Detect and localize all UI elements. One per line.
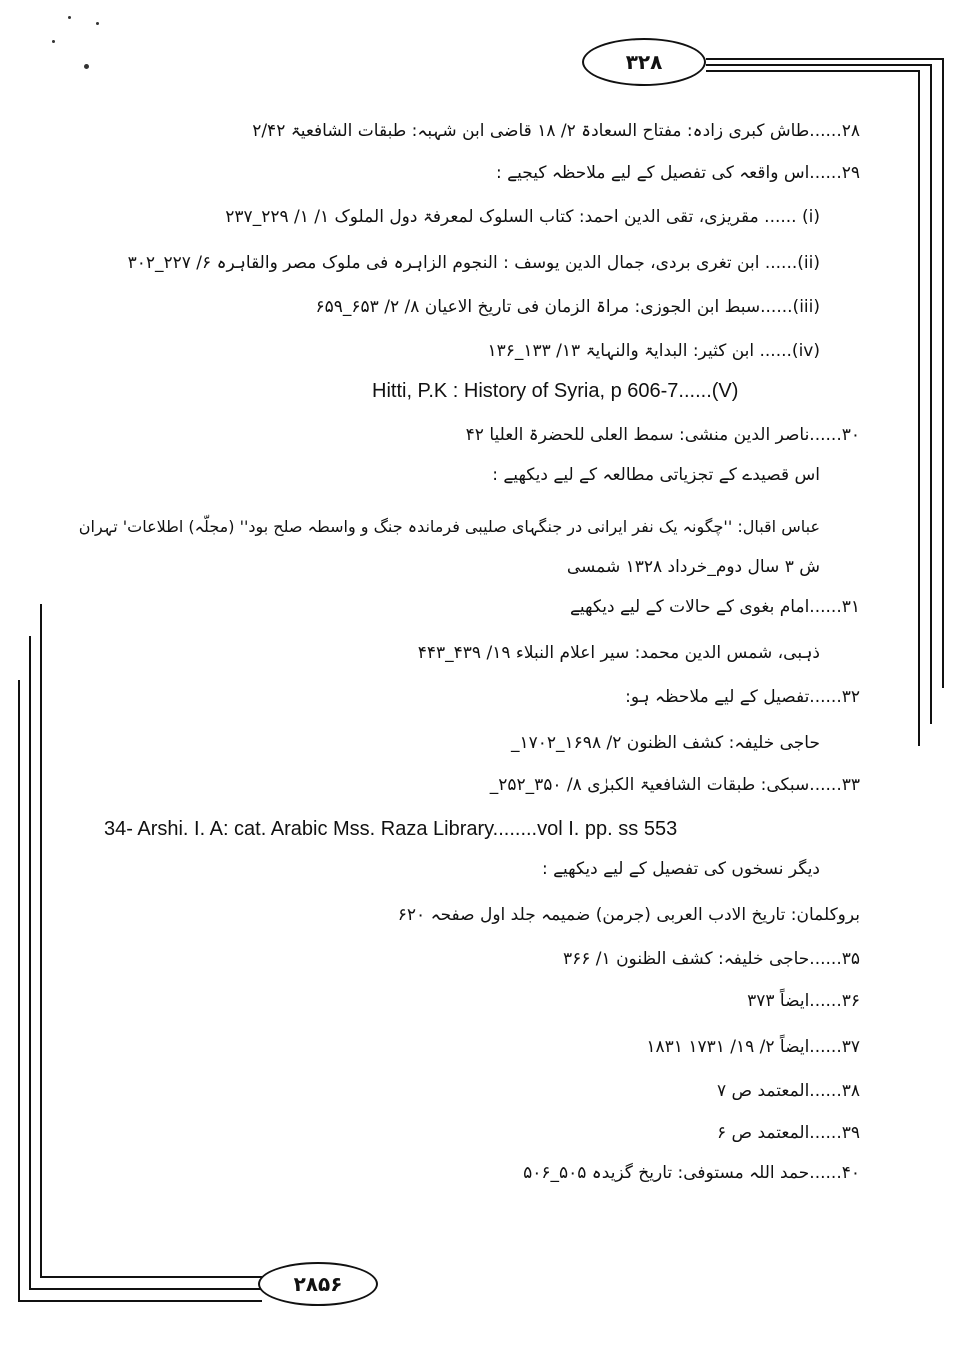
note-38: ۳۸......المعتمد ص ۷ xyxy=(716,1081,860,1101)
note-34-line-3: بروکلمان: تاریخ الادب العربی (جرمن) ضمیمہ جلد اول صفحہ ۶۲۰ xyxy=(397,905,860,925)
header-page-number: ۳۲۸ xyxy=(582,38,706,86)
scan-speck xyxy=(68,16,71,19)
scan-speck xyxy=(84,64,89,69)
left-frame-line-2 xyxy=(29,636,31,1288)
note-30-line-4: ش ۳ سال دوم_خرداد ۱۳۲۸ شمسی xyxy=(566,557,820,577)
note-39: ۳۹......المعتمد ص ۶ xyxy=(716,1123,860,1143)
scan-speck xyxy=(96,22,99,25)
note-29-iv: (iv)...... ابن کثیر: البدایۃ والنہایۃ ۱۳/ ۱۳۳_۱۳۶ xyxy=(487,341,820,361)
right-frame-line-3 xyxy=(918,70,920,746)
note-28: ۲۸......طاش کبری زادہ: مفتاح السعادۃ ۲/ ۱۸ قاضی ابن شہبہ: طبقات الشافعیۃ ۲/۴۲ xyxy=(252,121,860,141)
note-31: ۳۱......امام بغوی کے حالات کے لیے دیکھیے xyxy=(569,597,860,617)
note-32-line-2: حاجی خلیفہ: کشف الظنون ۲/ ۱۶۹۸_۱۷۰۲_ xyxy=(511,733,820,753)
right-frame-line-2 xyxy=(930,64,932,724)
note-36: ۳۶......ایضاً ۳۷۳ xyxy=(747,991,860,1011)
note-34: 34- Arshi. I. A: cat. Arabic Mss. Raza Library........vol I. pp. ss 553 xyxy=(104,818,678,840)
top-frame-line-2 xyxy=(706,64,932,66)
note-30: ۳۰......ناصر الدین منشی: سمط العلی للحضرۃ العلیا ۴۲ xyxy=(465,425,860,445)
note-29-ii: (ii)...... ابن تغری بردی، جمال الدین یوسف : النجوم الزاہرہ فی ملوک مصر والقاہرہ ۶/ ۲۲۷_۳۰۲ xyxy=(127,253,820,273)
note-37: ۳۷......ایضاً ۲/ ۱۹/ ۱۷۳۱ ۱۸۳۱ xyxy=(646,1037,860,1057)
note-30-line-3: عباس اقبال: ''چگونہ یک نفر ایرانی در جنگہای صلیبی فرماندہ جنگ و واسطہ صلح بود'' (مجلّہ) اطلاعات' تہران xyxy=(78,517,820,536)
note-29-iii: (iii)......سبط ابن الجوزی: مراۃ الزمان فی تاریخ الاعیان ۸/ ۲/ ۶۵۳_۶۵۹ xyxy=(315,297,820,317)
footer-page-number: ۲۸۵۶ xyxy=(258,1262,378,1306)
note-33: ۳۳......سبکی: طبقات الشافعیۃ الکبرٰی ۸/ ۳۵۰_۲۵۲_ xyxy=(489,775,860,795)
bottom-frame-line-1 xyxy=(18,1300,262,1302)
note-34-line-2: دیگر نسخوں کی تفصیل کے لیے دیکھیے : xyxy=(541,859,820,879)
top-frame-line-1 xyxy=(706,58,944,60)
note-32: ۳۲......تفصیل کے لیے ملاحظہ ہو: xyxy=(625,687,860,707)
note-30-line-2: اس قصیدے کے تجزیاتی مطالعہ کے لیے دیکھیے : xyxy=(492,465,820,485)
note-29-i: (i) ...... مقریزی، تقی الدین احمد: کتاب السلوک لمعرفۃ دول الملوک ۱/ ۱/ ۲۲۹_۲۳۷ xyxy=(225,207,820,227)
right-frame-line-1 xyxy=(942,58,944,688)
note-31-line-2: ذہبی، شمس الدین محمد: سیر اعلام النبلاء ۱۹/ ۴۳۹_۴۴۳ xyxy=(417,643,820,663)
left-frame-line-1 xyxy=(18,680,20,1300)
bottom-frame-line-3 xyxy=(40,1276,262,1278)
top-frame-line-3 xyxy=(706,70,920,72)
scan-speck xyxy=(52,40,55,43)
left-frame-line-3 xyxy=(40,604,42,1276)
note-29: ۲۹......اس واقعہ کی تفصیل کے لیے ملاحظہ کیجیے : xyxy=(496,163,860,183)
bottom-frame-line-2 xyxy=(29,1288,262,1290)
note-35: ۳۵......حاجی خلیفہ: کشف الظنون ۱/ ۳۶۶ xyxy=(562,949,860,969)
note-29-v: Hitti, P.K : History of Syria, p 606-7......(V) xyxy=(372,380,739,402)
note-40: ۴۰......حمد اللہ مستوفی: تاریخ گزیدہ ۵۰۵_۵۰۶ xyxy=(523,1163,860,1183)
